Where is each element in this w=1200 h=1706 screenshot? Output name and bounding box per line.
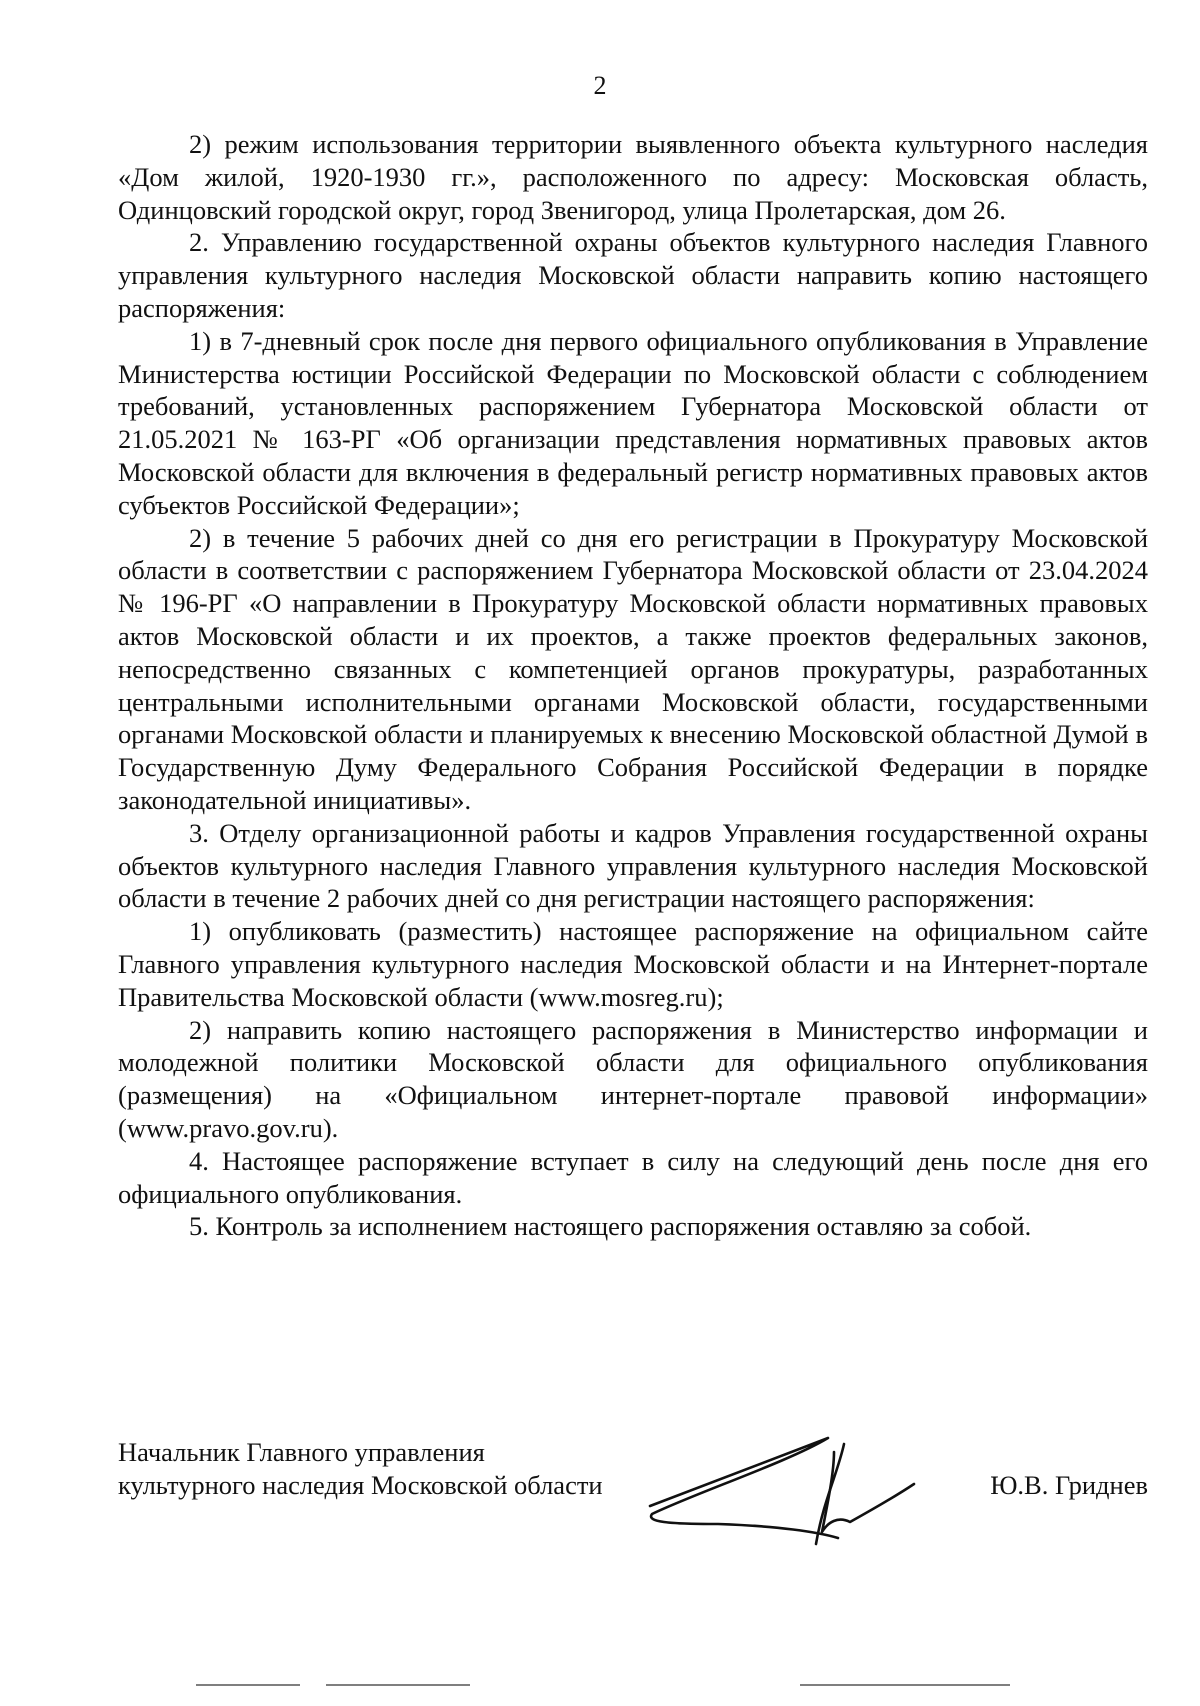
page-number: 2 xyxy=(593,71,607,100)
paragraph-5-control: 5. Контроль за исполнением настоящего распоряжения оставляю за собой. xyxy=(189,1211,1032,1242)
paragraph-4-effective: 4. Настоящее распоряжение вступает в силу на следующий день после дня его официального опубликования. xyxy=(118,1145,1148,1209)
paragraph-1-2-regime: 2) режим использования территории выявленного объекта культурного наследия «Дом жилой, 1920-1930 гг.», расположенного по адресу: Московская область, Одинцовский городской округ, город Звенигород, улица Пролетарская, дом 26. xyxy=(118,129,1148,225)
paragraph-2-1-ministry-justice: 1) в 7-дневный срок после дня первого официального опубликования в Управление Министерства юстиции Российской Федерации по Московской области с соблюдением требований, установленных распоряжением Губернатора Московской области от 21.05.2021 № 163-РГ «Об организации представления нормативных правовых актов Московской области для включения в федеральный регистр нормативных правовых актов субъектов Российской Федерации»; xyxy=(118,325,1148,520)
paragraph-3-directive: 3. Отделу организационной работы и кадров Управления государственной охраны объектов культурного наследия Главного управления культурного наследия Московской области в течение 2 рабочих дней со дня регистрации настоящего распоряжения: xyxy=(118,817,1148,914)
signatory-title-line-2: культурного наследия Московской области xyxy=(118,1470,603,1500)
document-body xyxy=(118,128,1148,1243)
paragraph-2-2-prosecutor: 2) в течение 5 рабочих дней со дня его регистрации в Прокуратуру Московской области в соответствии с распоряжением Губернатора Московской области от 23.04.2024 № 196-РГ «О направлении в Прокуратуру Московской области нормативных правовых актов Московской области и их проектов, а также проектов федеральных законов, непосредственно связанных с компетенцией органов прокуратуры, разработанных центральными исполнительными органами Московской области, государственными органами Московской области и планируемых к внесению Московской областной Думой в Государственную Думу Федерального Собрания Российской Федерации в порядке законодательной инициативы». xyxy=(118,522,1148,815)
signatory-title-line-1: Начальник Главного управления xyxy=(118,1437,485,1467)
paragraph-2-directive: 2. Управлению государственной охраны объектов культурного наследия Главного управления культурного наследия Московской области направить копию настоящего распоряжения: xyxy=(118,227,1148,323)
handwritten-signature xyxy=(638,1432,998,1552)
signature-block xyxy=(118,1436,1148,1556)
signatory-name: Ю.В. Гриднев xyxy=(990,1470,1148,1500)
paragraph-3-1-publish: 1) опубликовать (разместить) настоящее распоряжение на официальном сайте Главного управления культурного наследия Московской области и на Интернет-портале Правительства Московской области (www.mosreg.ru); xyxy=(118,916,1148,1012)
scan-artifact-lines xyxy=(0,1684,1200,1688)
paragraph-3-2-send-copy: 2) направить копию настоящего распоряжения в Министерство информации и молодежной политики Московской области для официального опубликования (размещения) на «Официальном интернет-портале правовой информации» (www.pravo.gov.ru). xyxy=(118,1014,1148,1143)
